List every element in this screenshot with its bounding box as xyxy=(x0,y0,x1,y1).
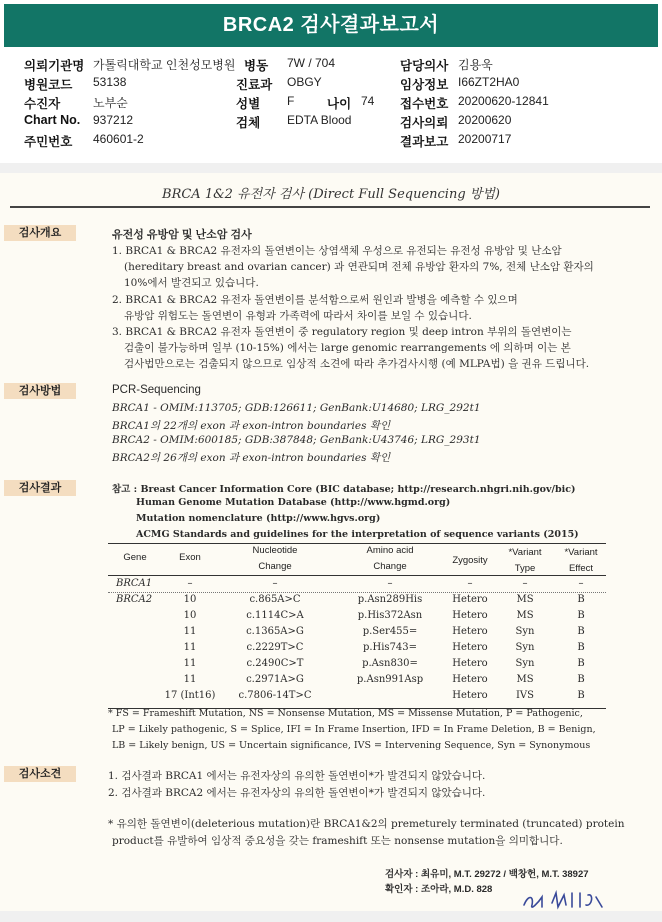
col-gene: Gene xyxy=(123,552,147,563)
overview-line: 2. BRCA1 & BRCA2 유전자 돌연변이를 분석함으로써 원인과 발병을 예측할 수 있으며 xyxy=(112,294,518,306)
hospital-code-value: 53138 xyxy=(93,75,127,89)
cell-effect: – xyxy=(578,578,584,589)
col-amino-acid: Amino acid xyxy=(366,545,414,556)
patient-info xyxy=(0,56,662,152)
institution-label: 의뢰기관명 xyxy=(24,59,85,73)
abbreviation-note: * FS = Frameshift Mutation, NS = Nonsense Mutation, MS = Missense Mutation, P = Pathogenic, xyxy=(108,708,583,719)
ward-value: 7W / 704 xyxy=(287,56,336,70)
method-line: BRCA2의 26개의 exon 과 exon-intron boundaries 확인 xyxy=(112,452,391,464)
overview-line: 검출이 불가능하며 일부 (10-15%) 에서는 large genomic rearrangements 에 의하며 이는 본 xyxy=(124,342,571,354)
cell-zyg: Hetero xyxy=(452,610,488,621)
cell-aa: – xyxy=(387,578,393,589)
doctor-value: 김용욱 xyxy=(458,58,493,72)
cell-effect: B xyxy=(577,626,585,637)
cell-aa: p.Asn830= xyxy=(362,658,418,669)
cell-type: Syn xyxy=(515,626,535,637)
overview-heading: 유전성 유방암 및 난소암 검사 xyxy=(112,229,252,241)
col-exon: Exon xyxy=(179,552,201,563)
specimen-value: EDTA Blood xyxy=(287,113,352,127)
cell-nuc: c.1365A>G xyxy=(246,626,304,637)
reported-label: 결과보고 xyxy=(400,135,449,149)
cell-effect: B xyxy=(577,642,585,653)
cell-type: – xyxy=(522,578,528,589)
cell-aa: p.His372Asn xyxy=(357,610,423,621)
cell-nuc: – xyxy=(272,578,278,589)
table-header-rule xyxy=(108,575,606,576)
method-line: BRCA2 - OMIM:600185; GDB:387848; GenBank:U43746; LRG_293t1 xyxy=(112,434,481,446)
cell-exon: – xyxy=(187,578,193,589)
cell-exon: 10 xyxy=(183,594,197,605)
cell-exon: 11 xyxy=(183,642,197,653)
examinee-value: 노부순 xyxy=(93,96,128,110)
cell-gene: BRCA2 xyxy=(116,594,153,605)
col-variant-type-2: Type xyxy=(514,563,536,574)
age-label: 나이 xyxy=(327,97,352,111)
cell-exon: 17 (Int16) xyxy=(164,690,216,701)
cell-type: MS xyxy=(516,594,534,605)
sex-label: 성별 xyxy=(236,97,261,111)
divider xyxy=(0,163,662,173)
requested-label: 검사의뢰 xyxy=(400,116,449,130)
cell-gene: BRCA1 xyxy=(116,578,153,589)
row-separator xyxy=(108,592,606,593)
tester-line: 검사자 : 최유미, M.T. 29272 / 백창헌, M.T. 38927 xyxy=(385,869,589,880)
col-nucleotide: Nucleotide xyxy=(252,545,298,556)
cell-nuc: c.2490C>T xyxy=(246,658,304,669)
col-variant-effect: *Variant xyxy=(564,547,598,558)
cell-zyg: Hetero xyxy=(452,674,488,685)
chart-label: Chart No. xyxy=(24,113,81,127)
cell-exon: 10 xyxy=(183,610,197,621)
overview-line: 3. BRCA1 & BRCA2 유전자 돌연변이 중 regulatory region 및 deep intron 부위의 돌연변이는 xyxy=(112,326,572,338)
reference-line: Human Genome Mutation Database (http://www.hgmd.org) xyxy=(136,497,451,508)
col-amino-acid-change: Change xyxy=(373,561,407,572)
findings-line: 1. 검사결과 BRCA1 에서는 유전자상의 유의한 돌연변이*가 발견되지 않았습니다. xyxy=(108,770,486,782)
confirmer-line: 확인자 : 조아라, M.D. 828 xyxy=(385,884,493,895)
chart-value: 937212 xyxy=(93,113,134,127)
report-title: BRCA2 검사결과보고서 xyxy=(4,4,658,47)
cell-aa: p.Ser455= xyxy=(362,626,418,637)
method-heading: PCR-Sequencing xyxy=(112,384,201,396)
cell-zyg: Hetero xyxy=(452,690,488,701)
findings-note: product를 유발하여 임상적 중요성을 갖는 frameshift 또는 nonsense mutation을 의미합니다. xyxy=(112,835,563,847)
cell-zyg: Hetero xyxy=(452,658,488,669)
col-nucleotide-change: Change xyxy=(258,561,292,572)
overview-line: 10%에서 발견되고 있습니다. xyxy=(124,277,259,289)
signature xyxy=(520,883,610,913)
cell-nuc: c.865A>C xyxy=(249,594,301,605)
method-tag: 검사방법 xyxy=(4,383,76,399)
examinee-label: 수진자 xyxy=(24,97,61,111)
title-underline xyxy=(10,206,650,208)
cell-aa: p.Asn289His xyxy=(357,594,423,605)
bottom-strip xyxy=(0,911,662,922)
overview-tag: 검사개요 xyxy=(4,225,76,241)
cell-zyg: Hetero xyxy=(452,594,488,605)
cell-type: Syn xyxy=(515,642,535,653)
table-top-rule xyxy=(108,543,606,544)
received-label: 접수번호 xyxy=(400,97,449,111)
institution-value: 가톨릭대학교 인천성모병원 xyxy=(93,58,236,72)
age-value: 74 xyxy=(361,94,375,108)
reference-line: ACMG Standards and guidelines for the interpretation of sequence variants (2015) xyxy=(136,529,579,540)
reported-value: 20200717 xyxy=(458,132,512,146)
cell-zyg: – xyxy=(467,578,473,589)
cell-nuc: c.1114C>A xyxy=(246,610,304,621)
cell-type: MS xyxy=(516,610,534,621)
test-title: BRCA 1&2 유전자 검사 (Direct Full Sequencing 방법) xyxy=(162,187,500,202)
cell-nuc: c.2971A>G xyxy=(246,674,304,685)
reference-line: Mutation nomenclature (http://www.hgvs.org) xyxy=(136,513,381,524)
cell-aa: p.Asn991Asp xyxy=(356,674,424,685)
cell-exon: 11 xyxy=(183,658,197,669)
overview-line: 유방암 위험도는 돌연변이 유형과 가족력에 따라서 차이를 보일 수 있습니다. xyxy=(124,310,472,322)
cell-nuc: c.7806-14T>C xyxy=(238,690,312,701)
cell-effect: B xyxy=(577,610,585,621)
report-body xyxy=(0,173,662,922)
doctor-label: 담당의사 xyxy=(400,59,449,73)
findings-note: * 유의한 돌연변이(deleterious mutation)란 BRCA1&2의 premeturely terminated (truncated) protein xyxy=(108,818,625,830)
sex-value: F xyxy=(287,94,295,108)
cell-effect: B xyxy=(577,690,585,701)
cell-effect: B xyxy=(577,594,585,605)
overview-line: 검사법만으로는 검출되지 않으므로 임상적 소견에 따라 추가검사시행 (예 MLPA법) 을 권유 드립니다. xyxy=(124,358,590,370)
received-value: 20200620-12841 xyxy=(458,94,549,108)
method-line: BRCA1 - OMIM:113705; GDB:126611; GenBank:U14680; LRG_292t1 xyxy=(112,402,481,414)
overview-line: 1. BRCA1 & BRCA2 유전자의 돌연변이는 상염색체 우성으로 유전되는 유전성 유방암 및 난소암 xyxy=(112,245,562,257)
specimen-label: 검체 xyxy=(236,116,261,130)
cell-exon: 11 xyxy=(183,626,197,637)
findings-line: 2. 검사결과 BRCA2 에서는 유전자상의 유의한 돌연변이*가 발견되지 않았습니다. xyxy=(108,787,486,799)
cell-effect: B xyxy=(577,658,585,669)
method-line: BRCA1의 22개의 exon 과 exon-intron boundaries 확인 xyxy=(112,420,391,432)
clinical-value: I66ZT2HA0 xyxy=(458,75,520,89)
abbreviation-note: LB = Likely benign, US = Uncertain significance, IVS = Intervening Sequence, Syn = Synonymous xyxy=(112,740,591,751)
overview-line: (hereditary breast and ovarian cancer) 과 연관되며 전체 유방암 환자의 7%, 전체 난소암 환자의 xyxy=(124,261,594,273)
cell-nuc: c.2229T>C xyxy=(246,642,304,653)
cell-zyg: Hetero xyxy=(452,642,488,653)
cell-zyg: Hetero xyxy=(452,626,488,637)
cell-type: Syn xyxy=(515,658,535,669)
results-tag: 검사결과 xyxy=(4,480,76,496)
resident-label: 주민번호 xyxy=(24,135,73,149)
resident-value: 460601-2 xyxy=(93,132,144,146)
col-variant-type: *Variant xyxy=(508,547,542,558)
abbreviation-note: LP = Likely pathogenic, S = Splice, IFI = In Frame Insertion, IFD = In Frame Deletion, B = Benign, xyxy=(112,724,596,735)
hospital-code-label: 병원코드 xyxy=(24,78,73,92)
ward-label: 병동 xyxy=(244,59,269,73)
department-label: 진료과 xyxy=(236,78,273,92)
col-zygosity: Zygosity xyxy=(452,555,488,566)
department-value: OBGY xyxy=(287,75,322,89)
cell-effect: B xyxy=(577,674,585,685)
cell-exon: 11 xyxy=(183,674,197,685)
cell-type: IVS xyxy=(515,690,535,701)
cell-aa: p.His743= xyxy=(362,642,418,653)
findings-tag: 검사소견 xyxy=(4,766,76,782)
cell-type: MS xyxy=(516,674,534,685)
requested-value: 20200620 xyxy=(458,113,512,127)
col-variant-effect-2: Effect xyxy=(568,563,594,574)
reference-line: 참고 : Breast Cancer Information Core (BIC database; http://research.nhgri.nih.gov/bic) xyxy=(112,484,576,495)
clinical-label: 임상정보 xyxy=(400,78,449,92)
